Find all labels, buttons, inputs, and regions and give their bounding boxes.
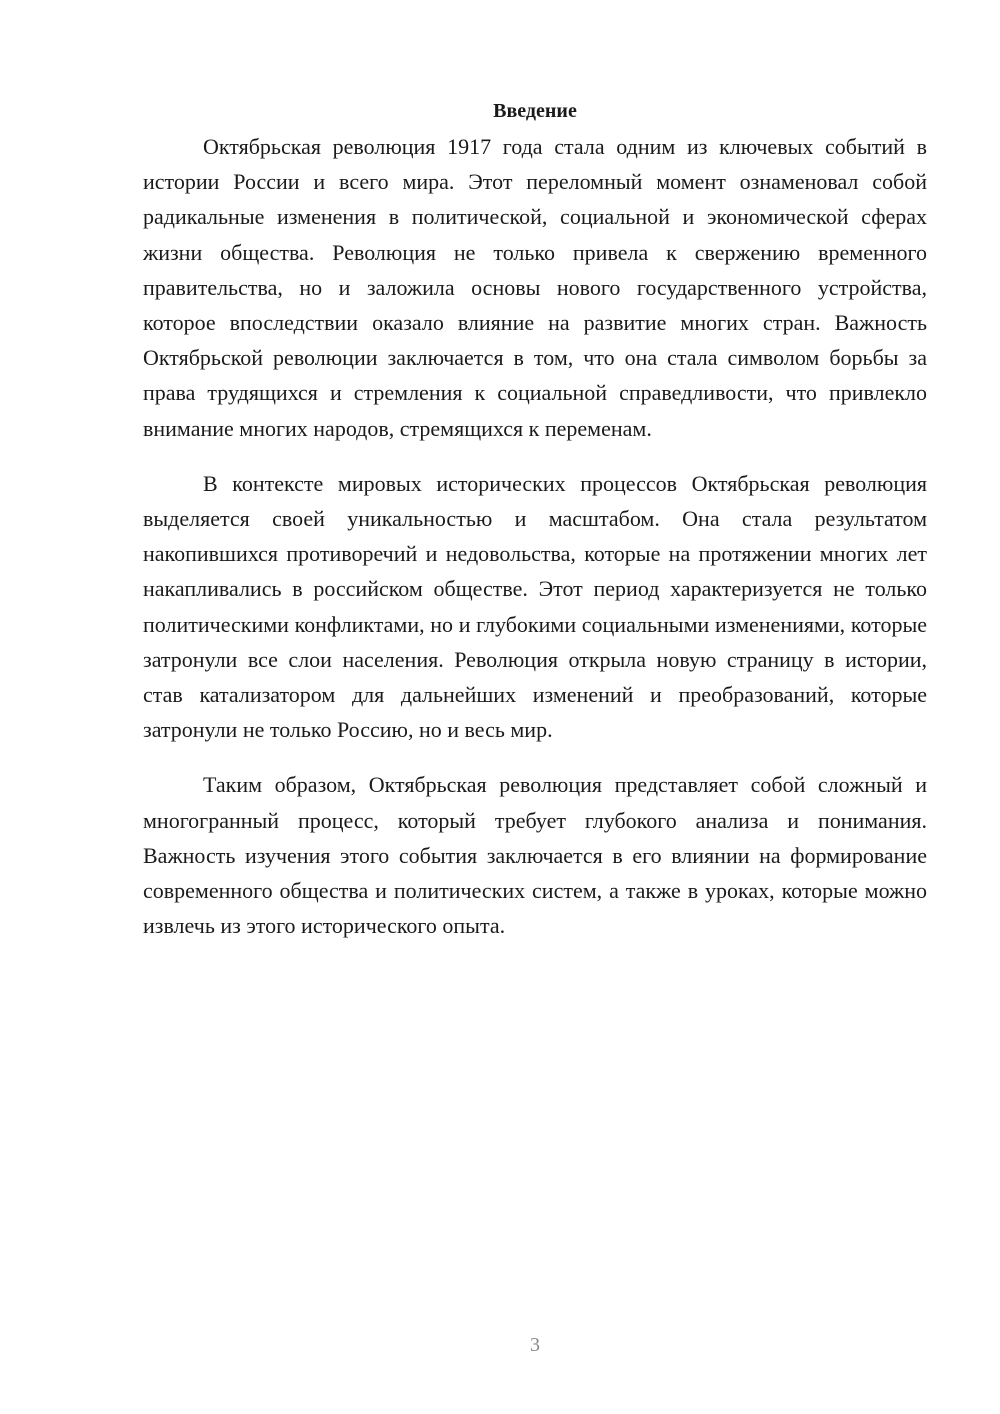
page-number: 3 — [530, 1334, 540, 1356]
section-title: Введение — [493, 100, 577, 122]
paragraph-2: В контексте мировых исторических процессов Октябрьская революция выделяется своей уникальностью и масштабом. Она стала результатом накопившихся противоречий и недовольства, которые на протяжении многих лет накапливались в российском обществе. Этот период характеризуется не только политическими конфликтами, но и глубокими социальными изменениями, которые затронули все слои населения. Революция открыла новую страницу в истории, став катализатором для дальнейших изменений и преобразований, которые затронули не только Россию, но и весь мир. — [143, 470, 927, 743]
document-body — [143, 94, 927, 943]
paragraph-1: Октябрьская революция 1917 года стала одним из ключевых событий в истории России и всего мира. Этот переломный момент ознаменовал собой радикальные изменения в политической, социальной и экономической сферах жизни общества. Революция не только привела к свержению временного правительства, но и заложила основы нового государственного устройства, которое впоследствии оказало влияние на развитие многих стран. Важность Октябрьской революции заключается в том, что она стала символом борьбы за права трудящихся и стремления к социальной справедливости, что привлекло внимание многих народов, стремящихся к переменам. — [143, 134, 927, 441]
paragraph-3: Таким образом, Октябрьская революция представляет собой сложный и многогранный процесс, который требует глубокого анализа и понимания. Важность изучения этого события заключается в его влиянии на формирование современного общества и политических систем, а также в уроках, которые можно извлечь из этого исторического опыта. — [143, 772, 927, 939]
